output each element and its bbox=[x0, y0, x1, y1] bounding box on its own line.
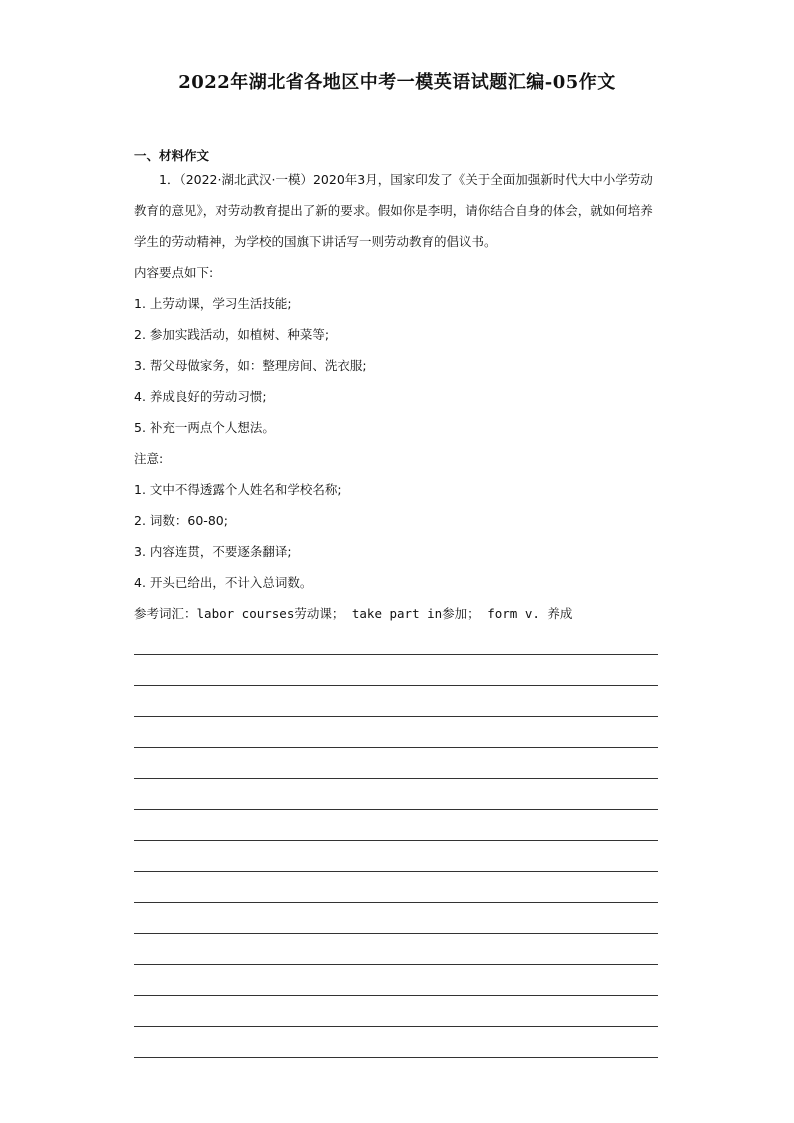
answer-line[interactable] bbox=[134, 685, 658, 686]
section-heading: 一、材料作文 bbox=[134, 148, 210, 163]
note-item: 2. 词数：60-80; bbox=[134, 513, 228, 528]
point-item: 3. 帮父母做家务，如：整理房间、洗衣服; bbox=[134, 358, 367, 373]
answer-line[interactable] bbox=[134, 1026, 658, 1027]
answer-line[interactable] bbox=[134, 809, 658, 810]
answer-line[interactable] bbox=[134, 654, 658, 655]
answer-line[interactable] bbox=[134, 716, 658, 717]
point-item: 2. 参加实践活动，如植树、种菜等; bbox=[134, 327, 330, 342]
question-block bbox=[134, 164, 662, 629]
answer-line[interactable] bbox=[134, 1057, 658, 1058]
answer-line[interactable] bbox=[134, 871, 658, 872]
vocab-items: labor courses劳动课； take part in参加； form v. 养成 bbox=[196, 606, 573, 621]
note-item: 3. 内容连贯，不要逐条翻译; bbox=[134, 544, 292, 559]
vocab-label: 参考词汇： bbox=[134, 606, 197, 621]
answer-line[interactable] bbox=[134, 778, 658, 779]
point-item: 4. 养成良好的劳动习惯; bbox=[134, 389, 267, 404]
points-heading: 内容要点如下: bbox=[134, 265, 214, 280]
answer-line[interactable] bbox=[134, 840, 658, 841]
answer-line[interactable] bbox=[134, 964, 658, 965]
point-item: 5. 补充一两点个人想法。 bbox=[134, 420, 275, 435]
answer-line[interactable] bbox=[134, 933, 658, 934]
note-item: 4. 开头已给出，不计入总词数。 bbox=[134, 575, 313, 590]
answer-line[interactable] bbox=[134, 747, 658, 748]
vocab-line bbox=[134, 598, 662, 629]
notes-heading: 注意: bbox=[134, 451, 164, 466]
document-title: 2022年湖北省各地区中考一模英语试题汇编-05作文 bbox=[178, 72, 616, 93]
question-text: 1．（2022·湖北武汉·一模）2020年3月，国家印发了《关于全面加强新时代大中小学劳动教育的意见》，对劳动教育提出了新的要求。假如你是李明，请你结合自身的体会，就如何培养学生的劳动精神，为学校的国旗下讲话写一则劳动教育的倡议书。 bbox=[134, 172, 653, 249]
answer-lines[interactable] bbox=[134, 654, 658, 1088]
answer-line[interactable] bbox=[134, 902, 658, 903]
answer-line[interactable] bbox=[134, 995, 658, 996]
note-item: 1. 文中不得透露个人姓名和学校名称; bbox=[134, 482, 342, 497]
point-item: 1. 上劳动课，学习生活技能; bbox=[134, 296, 292, 311]
